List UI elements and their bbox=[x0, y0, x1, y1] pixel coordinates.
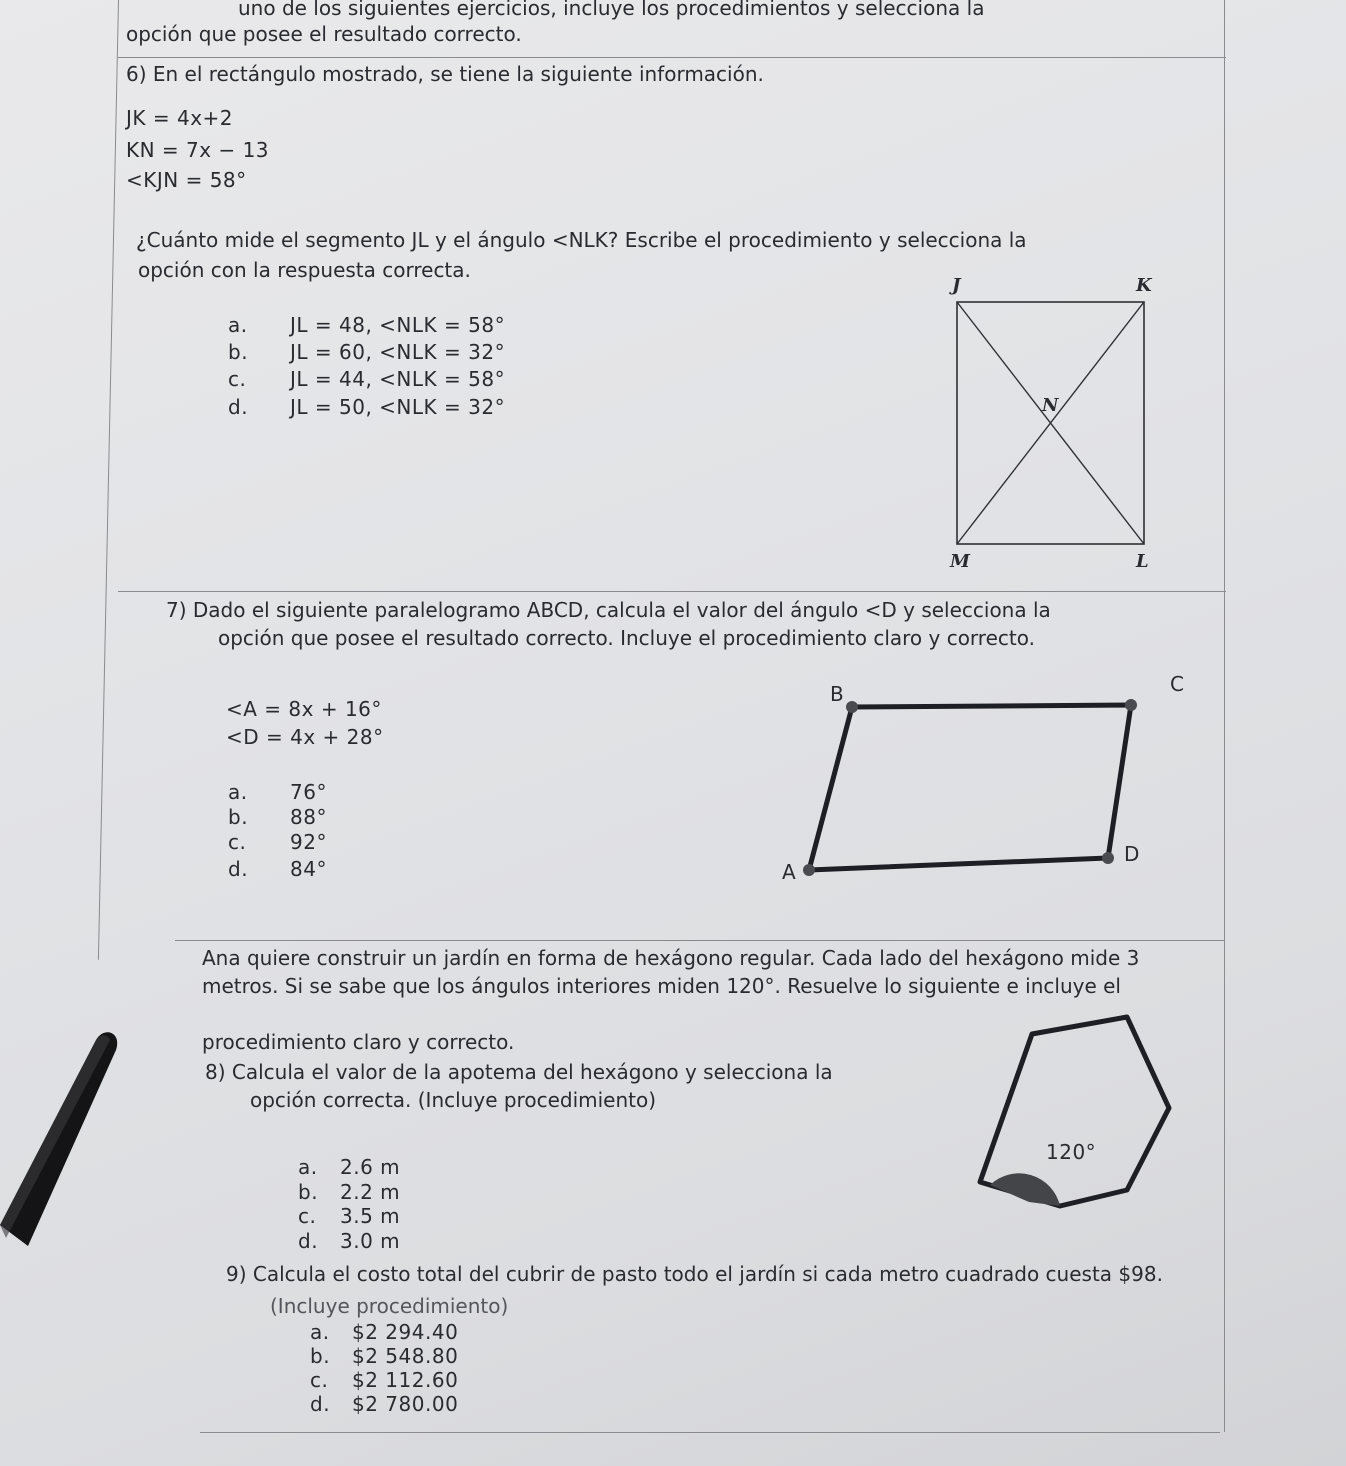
q6-question-line-2: opción con la respuesta correcta. bbox=[138, 258, 471, 282]
hex-intro-line-1: Ana quiere construir un jardín en forma de hexágono regular. Cada lado del hexágono mide 3 bbox=[202, 946, 1140, 970]
q8-option-b-letter: b. bbox=[298, 1180, 319, 1204]
q7-option-a[interactable]: 76° bbox=[290, 780, 327, 804]
q7-option-b-letter: b. bbox=[228, 805, 249, 829]
q6-option-c[interactable]: JL = 44, <NLK = 58° bbox=[290, 367, 506, 391]
label-k: K bbox=[1136, 275, 1152, 296]
q7-option-a-letter: a. bbox=[228, 780, 248, 804]
label-b: B bbox=[830, 682, 844, 706]
q6-option-a-letter: a. bbox=[228, 313, 248, 337]
label-l: L bbox=[1136, 551, 1149, 572]
q7-given-2: <D = 4x + 28° bbox=[226, 725, 384, 749]
q8-option-c-letter: c. bbox=[298, 1204, 317, 1228]
q7-option-c[interactable]: 92° bbox=[290, 830, 327, 854]
q9-option-a-letter: a. bbox=[310, 1320, 330, 1344]
q7-option-d[interactable]: 84° bbox=[290, 857, 327, 881]
q7-option-d-letter: d. bbox=[228, 857, 249, 881]
q6-given-1: JK = 4x+2 bbox=[126, 106, 234, 130]
q9-option-b-letter: b. bbox=[310, 1344, 331, 1368]
q6-question-line-1: ¿Cuánto mide el segmento JL y el ángulo <NLK? Escribe el procedimiento y selecciona la bbox=[136, 228, 1027, 252]
q9-option-c[interactable]: $2 112.60 bbox=[352, 1368, 459, 1392]
q7-line-1: 7) Dado el siguiente paralelogramo ABCD, calcula el valor del ángulo <D y selecciona la bbox=[166, 598, 1051, 622]
header-line-2: opción que posee el resultado correcto. bbox=[126, 22, 522, 46]
q6-option-d-letter: d. bbox=[228, 395, 249, 419]
hex-intro-line-3: procedimiento claro y correcto. bbox=[202, 1030, 515, 1054]
q6-given-3: <KJN = 58° bbox=[126, 168, 247, 192]
q8-option-a-letter: a. bbox=[298, 1155, 318, 1179]
q7-line-2: opción que posee el resultado correcto. Incluye el procedimiento claro y correcto. bbox=[218, 626, 1035, 650]
q7-option-b[interactable]: 88° bbox=[290, 805, 327, 829]
label-n: N bbox=[1042, 395, 1059, 416]
label-m: M bbox=[950, 551, 970, 572]
q8-option-b[interactable]: 2.2 m bbox=[340, 1180, 401, 1204]
label-d: D bbox=[1124, 842, 1140, 866]
header-line-1: uno de los siguientes ejercicios, incluye los procedimientos y selecciona la bbox=[238, 0, 985, 20]
q6-option-a[interactable]: JL = 48, <NLK = 58° bbox=[290, 313, 506, 337]
q6-title: 6) En el rectángulo mostrado, se tiene la siguiente información. bbox=[126, 62, 764, 86]
q9-option-b[interactable]: $2 548.80 bbox=[352, 1344, 459, 1368]
q7-given-1: <A = 8x + 16° bbox=[226, 697, 382, 721]
label-a: A bbox=[782, 860, 796, 884]
q8-line-2: opción correcta. (Incluye procedimiento) bbox=[250, 1088, 657, 1112]
q8-line-1: 8) Calcula el valor de la apotema del hexágono y selecciona la bbox=[205, 1060, 833, 1084]
q9-line-2: (Incluye procedimiento) bbox=[270, 1294, 509, 1318]
q8-option-c[interactable]: 3.5 m bbox=[340, 1204, 401, 1228]
q6-given-2: KN = 7x − 13 bbox=[126, 138, 270, 162]
q6-option-b[interactable]: JL = 60, <NLK = 32° bbox=[290, 340, 506, 364]
q7-option-c-letter: c. bbox=[228, 830, 247, 854]
q9-option-a[interactable]: $2 294.40 bbox=[352, 1320, 459, 1344]
q6-option-c-letter: c. bbox=[228, 367, 247, 391]
q6-option-d[interactable]: JL = 50, <NLK = 32° bbox=[290, 395, 506, 419]
q6-option-b-letter: b. bbox=[228, 340, 249, 364]
q9-line-1: 9) Calcula el costo total del cubrir de pasto todo el jardín si cada metro cuadrado cuesta $98. bbox=[226, 1262, 1163, 1286]
q8-option-a[interactable]: 2.6 m bbox=[340, 1155, 401, 1179]
hex-intro-line-2: metros. Si se sabe que los ángulos interiores miden 120°. Resuelve lo siguiente e incluye el bbox=[202, 974, 1121, 998]
q9-option-c-letter: c. bbox=[310, 1368, 329, 1392]
hex-angle-label: 120° bbox=[1046, 1140, 1097, 1164]
q9-option-d-letter: d. bbox=[310, 1392, 331, 1416]
q8-option-d-letter: d. bbox=[298, 1229, 319, 1253]
label-c: C bbox=[1170, 672, 1184, 696]
q9-option-d[interactable]: $2 780.00 bbox=[352, 1392, 459, 1416]
label-j: J bbox=[952, 275, 961, 296]
q8-option-d[interactable]: 3.0 m bbox=[340, 1229, 401, 1253]
